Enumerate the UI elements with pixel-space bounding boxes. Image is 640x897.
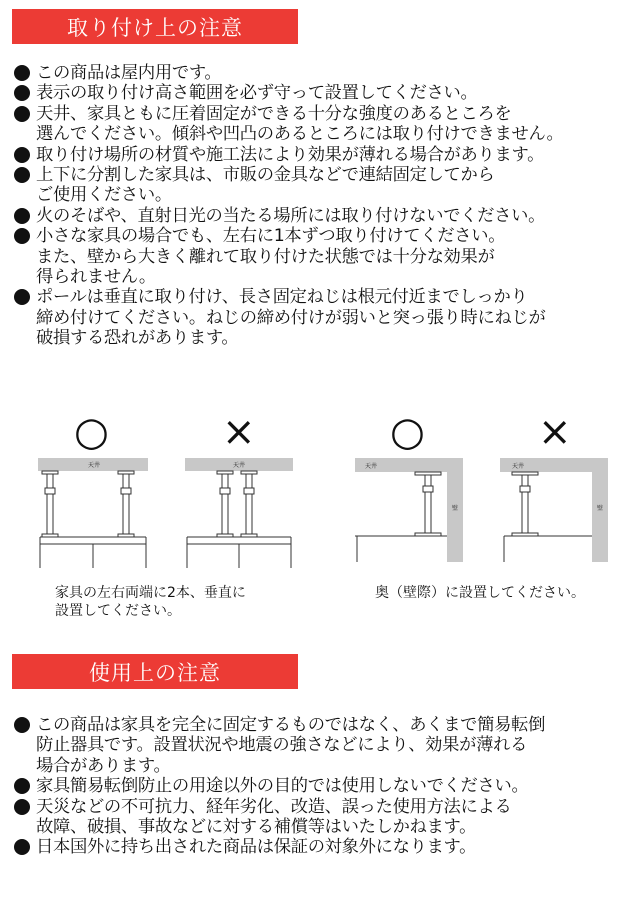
usage-note: 家具簡易転倒防止の用途以外の目的では使用しないでください。 <box>14 776 634 796</box>
install-note: この商品は屋内用です。 <box>14 63 634 83</box>
pole-right <box>118 471 134 537</box>
caption-right: 奥（壁際）に設置してください。 <box>375 585 585 601</box>
pole-right <box>241 471 257 537</box>
bullet-icon <box>14 208 30 224</box>
usage-note: 日本国外に持ち出された商品は保証の対象外になります。 <box>14 837 634 857</box>
bullet-icon <box>14 778 30 794</box>
bullet-icon <box>14 717 30 733</box>
ceiling-label: 天井 <box>512 463 525 470</box>
usage-section-title: 使用上の注意 <box>89 660 221 685</box>
bullet-icon <box>14 799 30 815</box>
wall-label: 壁 <box>597 505 604 512</box>
ceiling-label: 天井 <box>233 462 246 469</box>
diagram-ng-away-from-wall <box>500 458 608 562</box>
pole <box>415 472 441 536</box>
install-note: 火のそばや、直射日光の当たる場所には取り付けないでください。 <box>14 206 634 226</box>
ok-mark-left: ○ <box>74 409 109 455</box>
ng-mark-left: × <box>222 409 256 455</box>
diagram-ng-center <box>185 458 293 568</box>
ng-mark-right: × <box>538 409 572 455</box>
pole-left <box>42 471 58 537</box>
bullet-icon <box>14 85 30 101</box>
usage-notes-list <box>14 715 634 858</box>
bullet-icon <box>14 106 30 122</box>
usage-note: 天災などの不可抗力、経年劣化、改造、誤った使用方法による 故障、破損、事故などに対する補償等はいたしかねます。 <box>14 797 634 838</box>
usage-section-header <box>12 654 298 689</box>
bullet-icon <box>14 147 30 163</box>
bullet-icon <box>14 228 30 244</box>
diagram-ok-both-ends <box>38 458 148 568</box>
install-note: 小さな家具の場合でも、左右に1本ずつ取り付けてください。 また、壁から大きく離れて取り付けた状態では十分な効果が 得られません。 <box>14 226 634 287</box>
install-section-title: 取り付け上の注意 <box>67 15 243 40</box>
ceiling-label: 天井 <box>365 463 378 470</box>
wall-label: 壁 <box>452 505 459 512</box>
pole <box>512 472 538 536</box>
pole-left <box>217 471 233 537</box>
caption-left: 家具の左右両端に2本、垂直に 設置してください。 <box>55 585 246 619</box>
diagram-ok-near-wall <box>355 458 463 562</box>
furniture <box>187 537 291 568</box>
install-note: 表示の取り付け高さ範囲を必ず守って設置してください。 <box>14 83 634 103</box>
install-note: 天井、家具ともに圧着固定ができる十分な強度のあるところを 選んでください。傾斜や凹凸のあるところには取り付けできません。 <box>14 104 634 145</box>
install-note: 取り付け場所の材質や施工法により効果が薄れる場合があります。 <box>14 145 634 165</box>
bullet-icon <box>14 839 30 855</box>
install-note: ポールは垂直に取り付け、長さ固定ねじは根元付近までしっかり 締め付けてください。ねじの締め付けが弱いと突っ張り時にねじが 破損する恐れがあります。 <box>14 287 634 348</box>
ok-mark-right: ○ <box>390 409 425 455</box>
ceiling-wall <box>355 458 463 562</box>
furniture <box>504 536 592 562</box>
install-notes-list <box>14 63 634 349</box>
bullet-icon <box>14 289 30 305</box>
install-section-header <box>12 9 298 44</box>
ceiling-label: 天井 <box>88 462 101 469</box>
furniture <box>355 536 447 562</box>
usage-note: この商品は家具を完全に固定するものではなく、あくまで簡易転倒 防止器具です。設置状況や地震の強さなどにより、効果が薄れる 場合があります。 <box>14 715 634 776</box>
bullet-icon <box>14 167 30 183</box>
install-note: 上下に分割した家具は、市販の金具などで連結固定してから ご使用ください。 <box>14 165 634 206</box>
bullet-icon <box>14 65 30 81</box>
furniture <box>40 537 146 568</box>
